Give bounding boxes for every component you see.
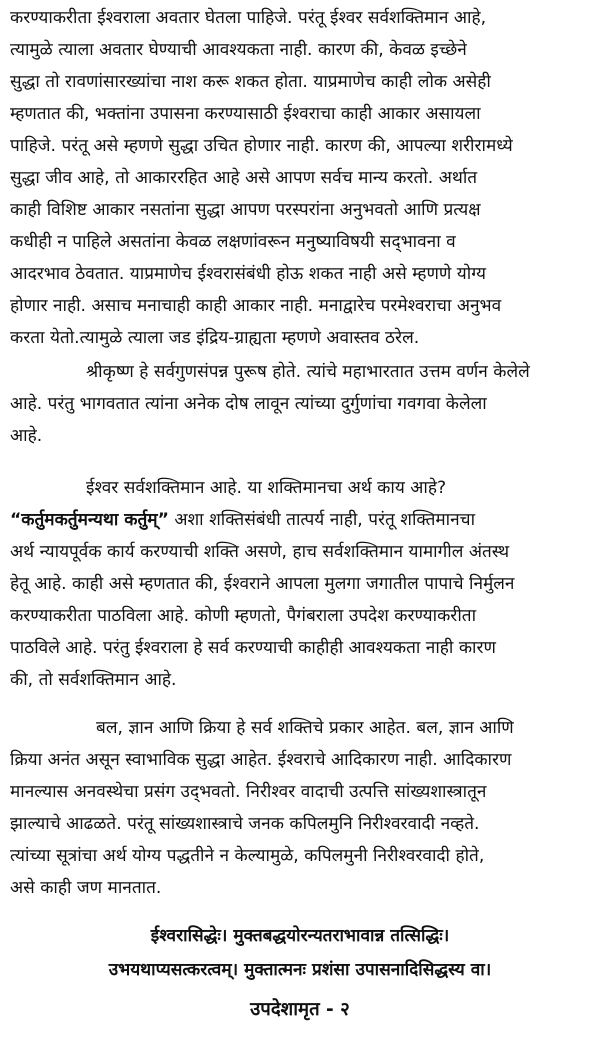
text-line: हेतू आहे. काही असे म्हणतात की, ईश्वराने आपला मुलगा जगातील पापाचे निर्मुलन [10,574,515,594]
text-line: झाल्याचे आढळते. परंतू सांख्यशास्त्राचे जनक कपिलमुनि निरीश्वरवादी नव्हते. [10,814,480,834]
text-line: होणार नाही. असाच मनाचाही काही आकार नाही. मनाद्वारेच परमेश्वराचा अनुभव [10,296,502,316]
text-line: करण्याकरीता पाठविला आहे. कोणी म्हणतो, पैगंबराला उपदेश करण्याकरीता [10,606,477,626]
text-line: की, तो सर्वशक्तिमान आहे. [10,670,177,690]
text-line: श्रीकृष्ण हे सर्वगुणसंपन्न पुरूष होते. त्यांचे महाभारतात उत्तम वर्णन केलेले [86,362,530,382]
text-line: करण्याकरीता ईश्वराला अवतार घेतला पाहिजे. परंतू ईश्वर सर्वशक्तिमान आहे, [10,8,487,28]
text-line: कधीही न पाहिले असतांना केवळ लक्षणांवरून मनुष्याविषयी सद्‌भावना व [10,232,456,252]
page-footer: उपदेशामृत - २ [250,999,350,1020]
text-line: काही विशिष्ट आकार नसतांना सुद्धा आपण परस्परांना अनुभवतो आणि प्रत्यक्ष [10,200,481,220]
text-line: मानल्यास अनवस्थेचा प्रसंग उद्‌भवतो. निरीश्वर वादाची उत्पत्ति सांख्यशास्त्रातून [10,782,487,802]
text-line: सुद्धा जीव आहे, तो आकाररहित आहे असे आपण सर्वच मान्य करतो. अर्थात [10,168,478,188]
text-line [10,504,586,536]
text-line: त्यामुळे त्याला अवतार घेण्याची आवश्यकता नाही. कारण की, केवळ इच्छेने [10,40,467,60]
verse-line: उभयथाप्यसत्करत्वम्। मुक्तात्मनः प्रशंसा उपासनादिसिद्धस्य वा। [108,960,492,980]
text-line: क्रिया अनंत असून स्वाभाविक सुद्धा आहेत. ईश्वराचे आदिकारण नाही. आदिकारण [10,750,512,770]
text-line: सुद्धा तो रावणांसारख्यांचा नाश करू शकत होता. याप्रमाणेच काही लोक असेही [10,72,491,92]
text-line: बल, ज्ञान आणि क्रिया हे सर्व शक्तिचे प्रकार आहेत. बल, ज्ञान आणि [96,718,514,738]
text-line: पाहिजे. परंतू असे म्हणणे सुद्धा उचित होणार नाही. कारण की, आपल्या शरीरामध्ये [10,136,513,156]
text-line: पाठविले आहे. परंतु ईश्वराला हे सर्व करण्याची काहीही आवश्यकता नाही कारण [10,638,496,658]
text-line: अर्थ न्यायपूर्वक कार्य करण्याची शक्ति असणे, हाच सर्वशक्तिमान यामागील अंतस्थ [10,542,510,562]
quote-continuation: अशा शक्तिसंबंधी तात्पर्य नाही, परंतू शक्तिमानचा [174,510,476,530]
sanskrit-quote: “कर्तुमकर्तुमन्यथा कर्तुम्” [10,510,169,530]
text-line: आहे. [10,426,43,446]
text-line: असे काही जण मानतात. [10,878,162,898]
verse-line: ईश्वरासिद्धेः। मुक्तबद्धयोरन्यतराभावान्न तत्सिद्धिः। [150,926,450,946]
text-line: आदरभाव ठेवतात. याप्रमाणेच ईश्वरासंबंधी होऊ शकत नाही असे म्हणणे योग्य [10,264,487,284]
text-line: आहे. परंतु भागवतात त्यांना अनेक दोष लावून त्यांच्या दुर्गुणांचा गवगवा केलेला [10,394,487,414]
text-line: म्हणतात की, भक्तांना उपासना करण्यासाठी ईश्वराचा काही आकार असायला [10,104,481,124]
text-line: करता येतो.त्यामुळे त्याला जड इंद्रिय-ग्राह्यता म्हणणे अवास्तव ठरेल. [10,328,420,348]
text-line: त्यांच्या सूत्रांचा अर्थ योग्य पद्धतीने न केल्यामुळे, कपिलमुनी निरीश्वरवादी होते, [10,846,485,866]
text-line: ईश्वर सर्वशक्तिमान आहे. या शक्तिमानचा अर्थ काय आहे? [86,478,447,498]
